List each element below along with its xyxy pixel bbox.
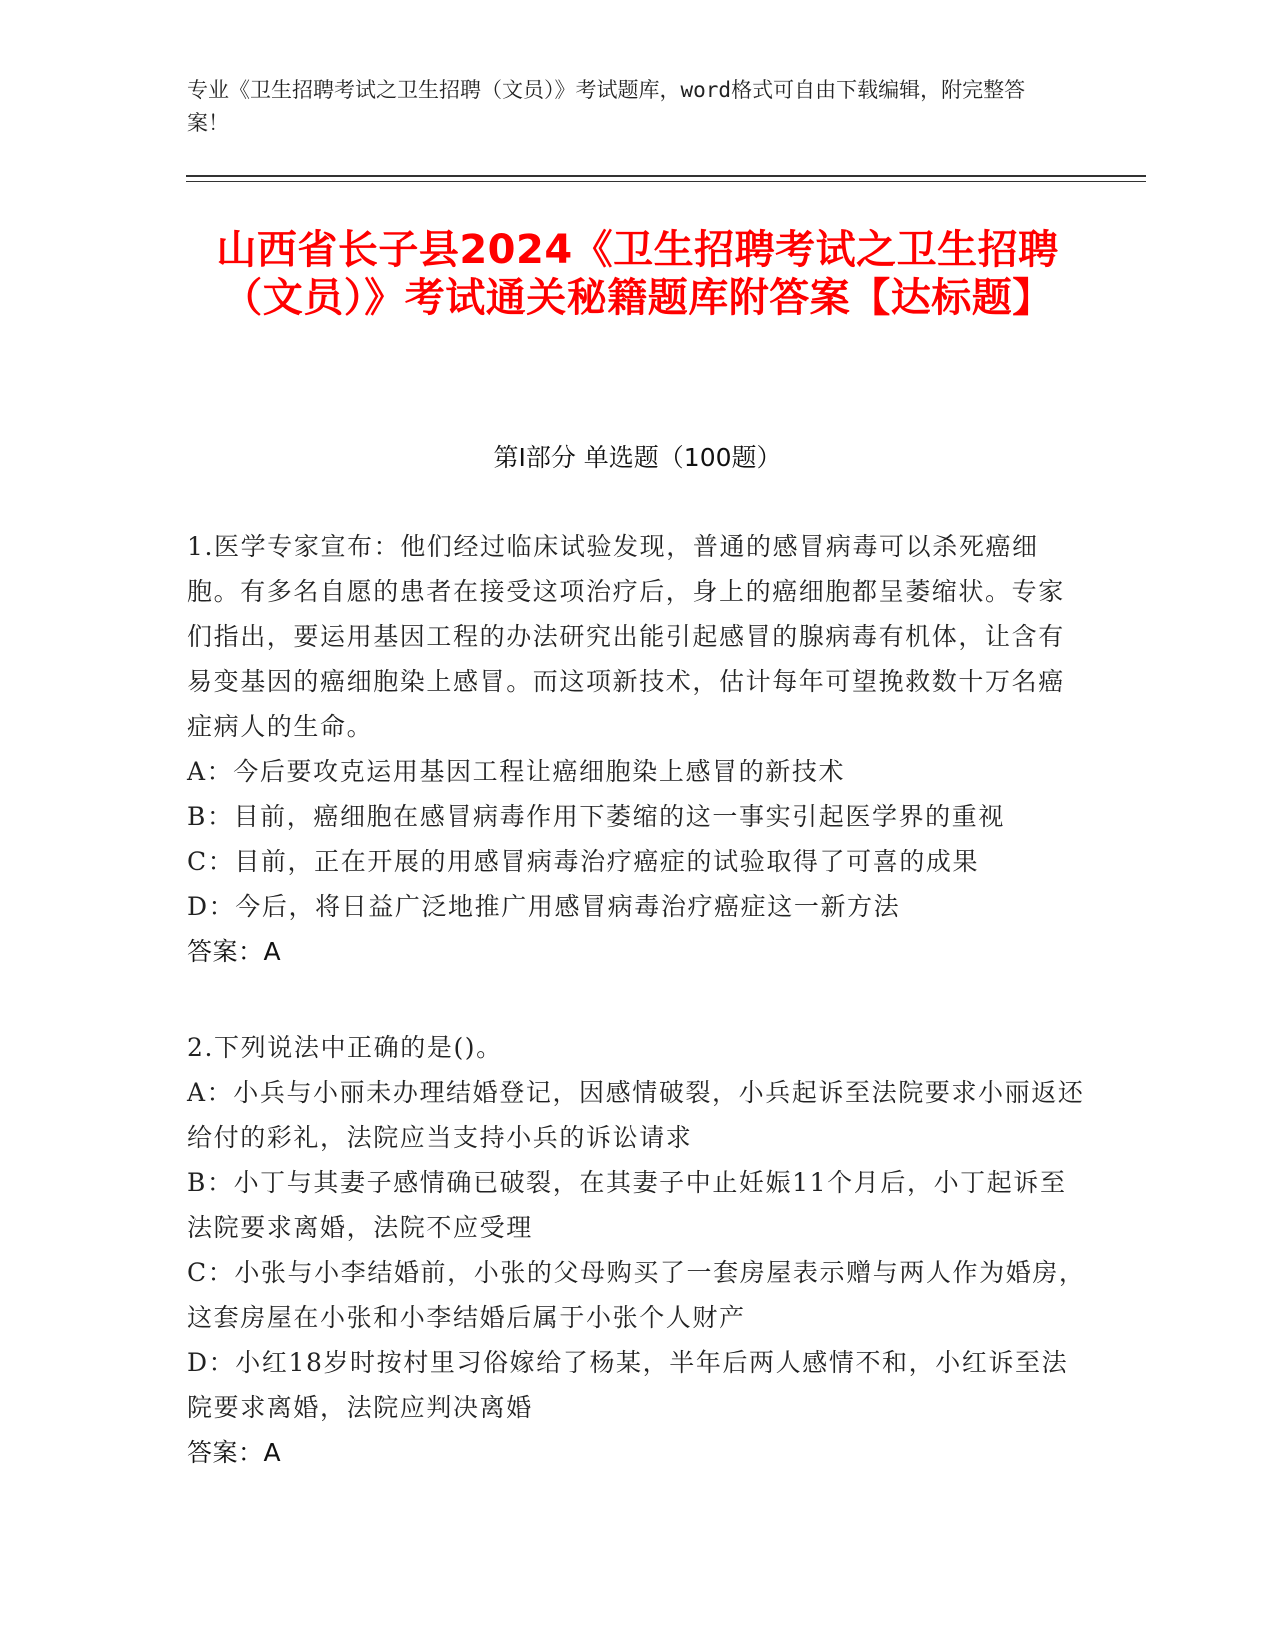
option-d: D：今后，将日益广泛地推广用感冒病毒治疗癌症这一新方法 — [187, 892, 901, 921]
header-note: 专业《卫生招聘考试之卫生招聘（文员）》考试题库，word格式可自由下载编辑，附完整答案！ — [187, 78, 1026, 135]
section-heading: 第Ⅰ部分 单选题（100题） — [493, 443, 782, 472]
question-stem: 1.医学专家宣布：他们经过临床试验发现，普通的感冒病毒可以杀死癌细胞。有多名自愿的患者在接受这项治疗后，身上的癌细胞都呈萎缩状。专家们指出，要运用基因工程的办法研究出能引起感冒的腺病毒有机体，让含有易变基因的癌细胞染上感冒。而这项新技术，估计每年可望挽救数十万名癌症病人的生命。 — [187, 532, 1065, 741]
option-a: A：小兵与小丽未办理结婚登记，因感情破裂，小兵起诉至法院要求小丽返还给付的彩礼，法院应当支持小兵的诉讼请求 — [187, 1078, 1085, 1152]
question-list — [187, 524, 1087, 1526]
option-b: B：小丁与其妻子感情确已破裂，在其妻子中止妊娠11个月后，小丁起诉至法院要求离婚，法院不应受理 — [187, 1168, 1067, 1242]
answer: 答案：A — [187, 937, 282, 966]
header-rule-thin — [186, 181, 1146, 182]
question-1 — [187, 524, 1087, 974]
answer: 答案：A — [187, 1438, 282, 1467]
option-c: C：目前，正在开展的用感冒病毒治疗癌症的试验取得了可喜的成果 — [187, 847, 980, 876]
question-stem: 2.下列说法中正确的是()。 — [187, 1033, 503, 1062]
document-title: 山西省长子县2024《卫生招聘考试之卫生招聘（文员）》考试通关秘籍题库附答案【达标题】 — [216, 227, 1059, 321]
option-a: A：今后要攻克运用基因工程让癌细胞染上感冒的新技术 — [187, 757, 846, 786]
option-d: D：小红18岁时按村里习俗嫁给了杨某，半年后两人感情不和，小红诉至法院要求离婚，法院应判决离婚 — [187, 1348, 1069, 1422]
question-2 — [187, 1025, 1087, 1475]
header-rule-thick — [186, 175, 1146, 177]
option-c: C：小张与小李结婚前，小张的父母购买了一套房屋表示赠与两人作为婚房，这套房屋在小张和小李结婚后属于小张个人财产 — [187, 1258, 1086, 1332]
option-b: B：目前，癌细胞在感冒病毒作用下萎缩的这一事实引起医学界的重视 — [187, 802, 1005, 831]
